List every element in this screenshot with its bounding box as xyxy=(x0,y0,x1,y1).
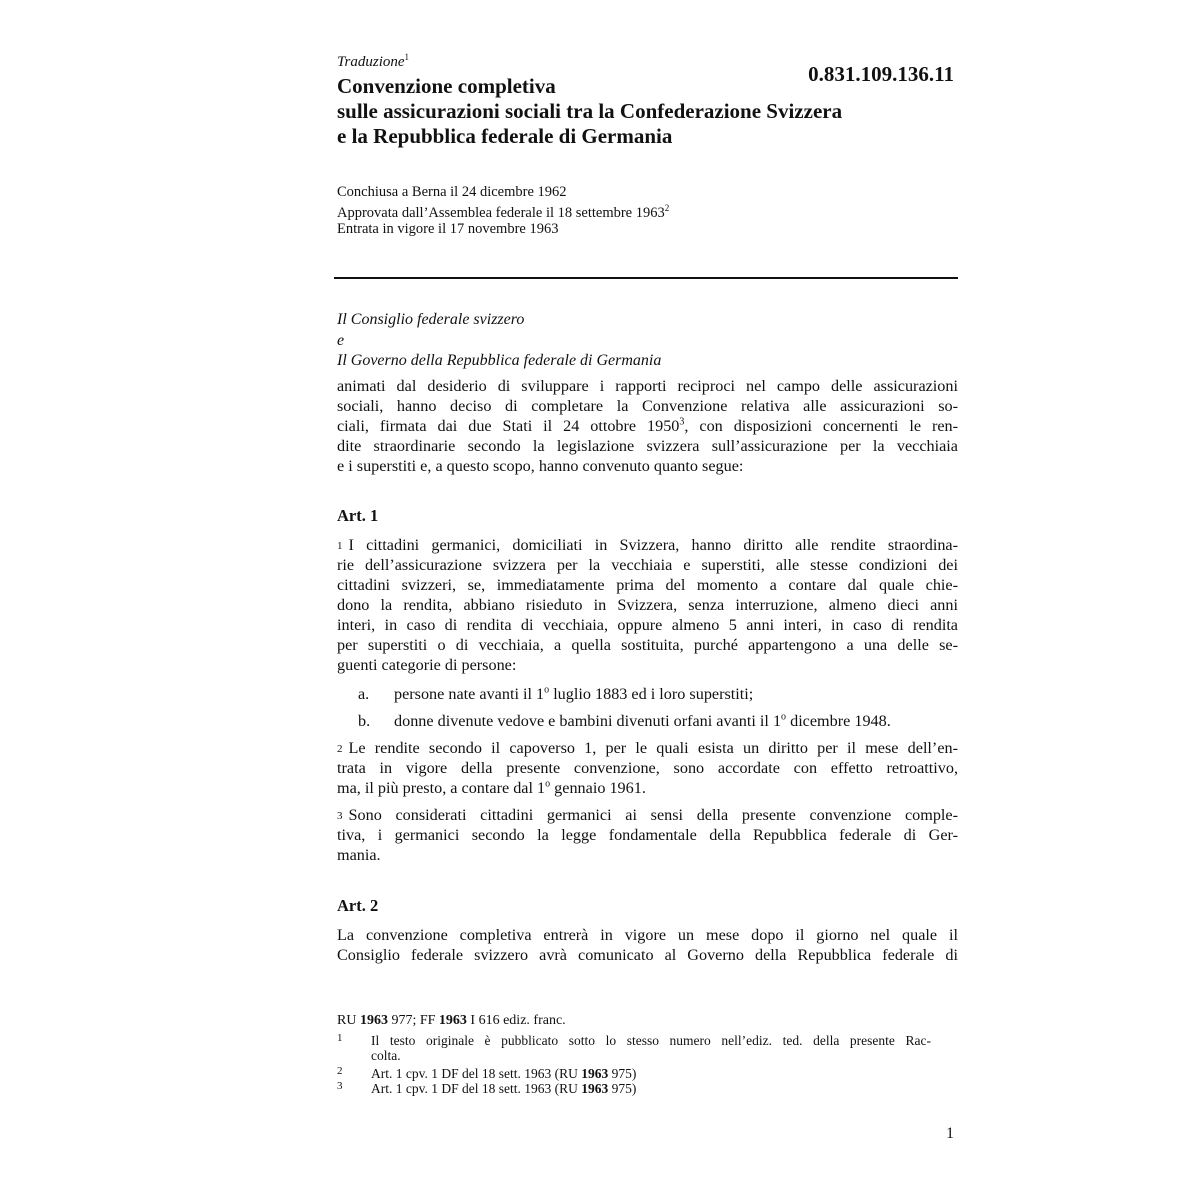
title-line: sulle assicurazioni sociali tra la Confederazione Svizzera xyxy=(337,99,843,123)
party-switzerland: Il Consiglio federale svizzero xyxy=(337,311,525,328)
text-line: mania. xyxy=(337,846,381,864)
document-metadata xyxy=(337,184,669,237)
page-number: 1 xyxy=(946,1125,954,1142)
list-item-text: donne divenute vedove e bambini divenuti orfani avanti il 1$^o$ dicembre 1948. xyxy=(394,711,891,730)
article-2-paragraph xyxy=(337,925,958,965)
list-item-label: a. xyxy=(358,685,370,703)
text-line: $^1$ I cittadini germanici, domiciliati in Svizzera, hanno diritto alle rendite straordina- xyxy=(337,536,958,554)
text-line: La convenzione completiva entrerà in vigore un mese dopo il giorno nel quale il xyxy=(337,926,958,944)
footnote-ref-3[interactable]: 3 xyxy=(679,416,685,428)
paragraph-number: 2 xyxy=(337,743,343,755)
text-line: ciali, firmata dai due Stati il 24 ottobre 1950$^3$, con disposizioni concernenti le ren- xyxy=(337,416,959,435)
party-conjunction: e xyxy=(337,331,345,349)
footnote-text: Art. 1 cpv. 1 DF del 18 sett. 1963 (RU 1963 975) xyxy=(371,1081,637,1096)
list-item-text: persone nate avanti il 1$^o$ luglio 1883 ed i loro superstiti; xyxy=(394,684,754,703)
title-line: Convenzione completiva xyxy=(337,74,556,98)
preamble xyxy=(337,376,958,476)
text-line: guenti categorie di persone: xyxy=(337,656,517,674)
article-1-paragraph-3 xyxy=(337,805,958,865)
text-line: $^3$ Sono considerati cittadini germanici ai sensi della presente convenzione comple- xyxy=(337,806,958,824)
article-1-paragraph-1 xyxy=(337,535,958,675)
in-force-date: Entrata in vigore il 17 novembre 1963 xyxy=(337,220,559,237)
sr-number: 0.831.109.136.11 xyxy=(808,62,954,86)
party-germany: Il Governo della Repubblica federale di Germania xyxy=(337,352,662,369)
text-line: $^2$ Le rendite secondo il capoverso 1, per le quali esista un diritto per il mese dell’en- xyxy=(337,739,958,757)
text-line: per superstiti o di vecchiaia, a quella sostituita, purché appartengono a una delle se- xyxy=(337,636,958,654)
paragraph-number: 1 xyxy=(337,540,343,552)
text-line: ma, il più presto, a contare dal 1$^o$ gennaio 1961. xyxy=(337,778,646,797)
horizontal-rule xyxy=(334,277,958,279)
text-line: Consiglio federale svizzero avrà comunicato al Governo della Repubblica federale di xyxy=(337,946,958,964)
list-item-label: b. xyxy=(358,712,371,730)
text-line: dite straordinarie secondo la legislazione svizzera sull’assicurazione per la vecchiaia xyxy=(337,437,958,455)
footnote-text: Art. 1 cpv. 1 DF del 18 sett. 1963 (RU 1963 975) xyxy=(371,1066,637,1081)
text-line: e i superstiti e, a questo scopo, hanno convenuto quanto segue: xyxy=(337,457,744,475)
title-line: e la Repubblica federale di Germania xyxy=(337,124,673,148)
document-title xyxy=(337,74,958,149)
text-line: rie dell’assicurazione svizzera per la vecchiaia e superstiti, alle stesse condizioni dei xyxy=(337,556,958,574)
article-1-paragraph-2 xyxy=(337,738,958,798)
text-line: cittadini svizzeri, se, immediatamente prima del momento a contare dal quale chie- xyxy=(337,576,958,594)
approved-date: Approvata dall’Assemblea federale il 18 settembre 1963$^2$ xyxy=(337,203,670,221)
footnote-number: 3 xyxy=(337,1080,343,1092)
article-2-heading: Art. 2 xyxy=(337,896,379,915)
official-reference: RU 1963 977; FF 1963 I 616 ediz. franc. xyxy=(337,1013,566,1028)
contracting-parties xyxy=(337,310,661,372)
paragraph-number: 3 xyxy=(337,810,343,822)
text-line: interi, in caso di rendita di vecchiaia, oppure almeno 5 anni interi, in caso di rendita xyxy=(337,616,958,634)
footnote-ref-1[interactable]: 1 xyxy=(404,52,410,62)
text-line: sociali, hanno deciso di completare la Convenzione relativa alle assicurazioni so- xyxy=(337,397,958,415)
concluded-date: Conchiusa a Berna il 24 dicembre 1962 xyxy=(337,184,567,200)
footnote-text: Il testo originale è pubblicato sotto lo stesso numero nell’ediz. ted. della presente Rac- colta. xyxy=(371,1033,931,1063)
text-line: trata in vigore della presente convenzione, sono accordate con effetto retroattivo, xyxy=(337,759,958,777)
text-line: tiva, i germanici secondo la legge fondamentale della Repubblica federale di Ger- xyxy=(337,826,958,844)
footnote-number: 1 xyxy=(337,1032,343,1044)
footnote-number: 2 xyxy=(337,1065,343,1077)
article-1-heading: Art. 1 xyxy=(337,506,379,525)
footnote-ref-2[interactable]: 2 xyxy=(664,203,670,213)
text-line: animati dal desiderio di sviluppare i rapporti reciproci nel campo delle assicurazioni xyxy=(337,377,958,395)
translation-label: Traduzione$^1$ xyxy=(337,52,410,70)
text-line: dono la rendita, abbiano risieduto in Svizzera, senza interruzione, almeno dieci anni xyxy=(337,596,958,614)
